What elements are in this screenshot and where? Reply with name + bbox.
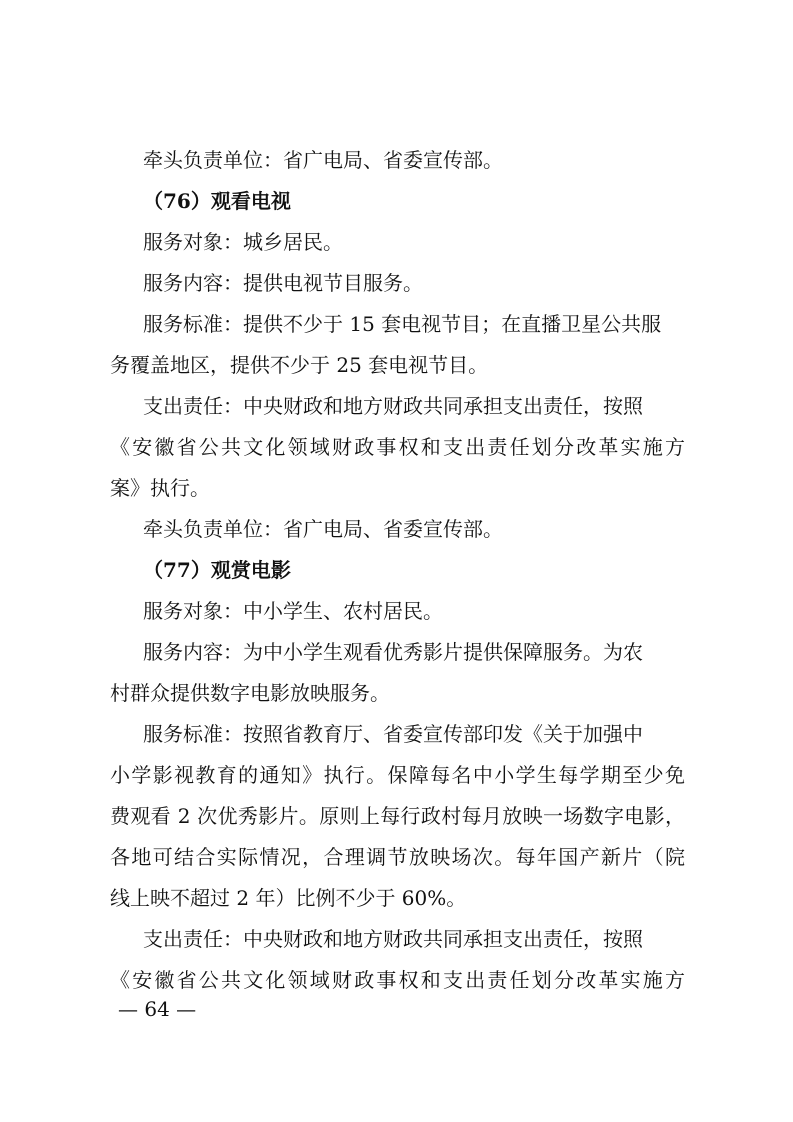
page-number: — 64 — [118,997,197,1021]
text-line: 小学影视教育的通知》执行。保障每名中小学生每学期至少免 [110,763,685,787]
section-heading: （76）观看电视 [143,189,291,213]
section-heading: （77）观赏电影 [143,558,291,582]
text-line: 案》执行。 [110,476,210,500]
text-line: 牵头负责单位：省广电局、省委宣传部。 [143,148,503,172]
text-line: 线上映不超过 2 年）比例不少于 60%。 [110,886,467,910]
text-line: 支出责任：中央财政和地方财政共同承担支出责任，按照 [143,394,643,418]
text-line: 服务标准：提供不少于 15 套电视节目；在直播卫星公共服 [143,312,662,336]
text-line: 服务内容：提供电视节目服务。 [143,271,423,295]
text-line: 支出责任：中央财政和地方财政共同承担支出责任，按照 [143,927,643,951]
text-line: 牵头负责单位：省广电局、省委宣传部。 [143,517,503,541]
text-line: 各地可结合实际情况，合理调节放映场次。每年国产新片（院 [110,845,685,869]
text-line: 服务标准：按照省教育厅、省委宣传部印发《关于加强中 [143,722,643,746]
text-line: 服务内容：为中小学生观看优秀影片提供保障服务。为农 [143,640,643,664]
text-line: 村群众提供数字电影放映服务。 [110,681,390,705]
text-line: 《安徽省公共文化领域财政事权和支出责任划分改革实施方 [110,435,685,459]
text-line: 服务对象：城乡居民。 [143,230,343,254]
text-line: 务覆盖地区，提供不少于 25 套电视节目。 [110,353,489,377]
text-line: 《安徽省公共文化领域财政事权和支出责任划分改革实施方 [110,968,685,992]
text-line: 服务对象：中小学生、农村居民。 [143,599,443,623]
text-line: 费观看 2 次优秀影片。原则上每行政村每月放映一场数字电影， [110,804,685,828]
